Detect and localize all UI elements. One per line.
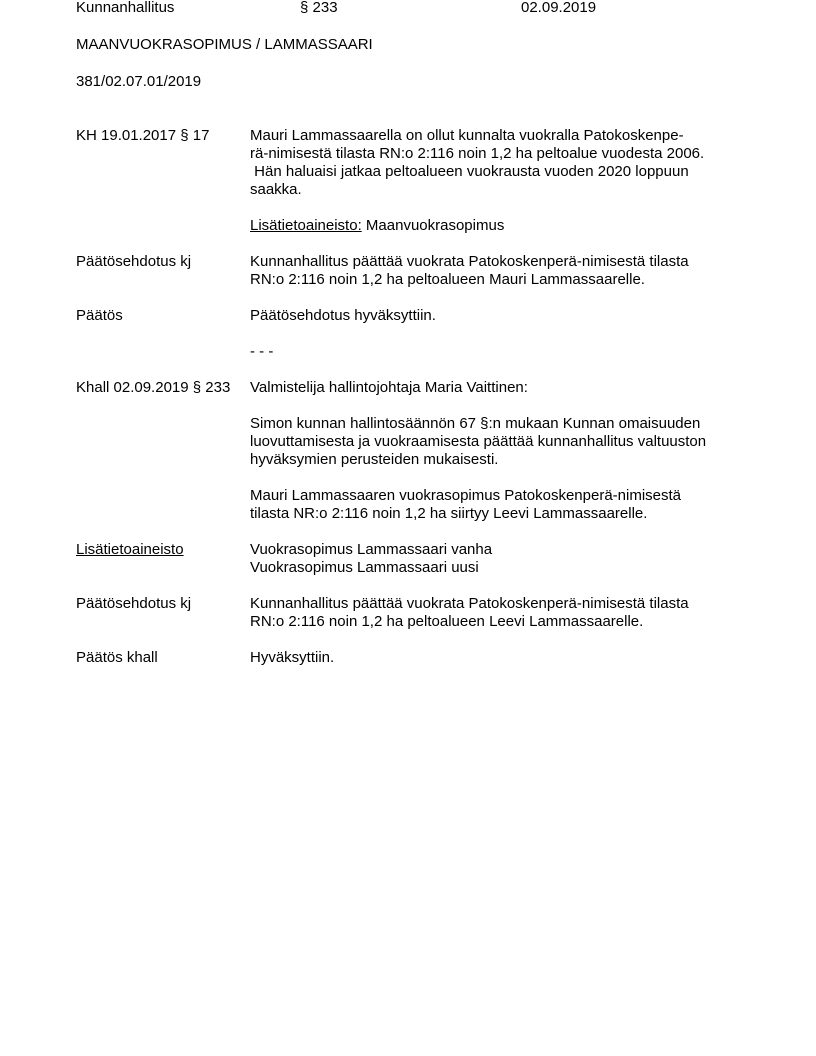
section-content [250, 307, 756, 361]
text-line: Hän haluaisi jatkaa peltoalueen vuokrausta vuoden 2020 loppuun [250, 163, 689, 180]
separator: - - - [250, 343, 274, 360]
section-label: Lisätietoaineisto [76, 541, 184, 558]
section-label: Päätös [76, 307, 123, 324]
section-decision-2 [76, 649, 756, 667]
text-line: luovuttamisesta ja vuokraamisesta päättää kunnanhallitus valtuuston [250, 433, 707, 450]
section-label: KH 19.01.2017 § 17 [76, 127, 210, 144]
section-attachments [76, 541, 756, 577]
text-line: RN:o 2:116 noin 1,2 ha peltoalueen Leevi Lammassaarelle. [250, 613, 644, 630]
section-content [250, 541, 756, 577]
section-content [250, 127, 756, 235]
document-title: MAANVUOKRASOPIMUS / LAMMASSAARI [76, 36, 373, 53]
section-proposal-1 [76, 253, 756, 289]
section-content [250, 649, 756, 667]
attachment-item: Vuokrasopimus Lammassaari uusi [250, 559, 479, 576]
attachment-value: Maanvuokrasopimus [361, 217, 505, 234]
text-line: RN:o 2:116 noin 1,2 ha peltoalueen Mauri Lammassaarelle. [250, 271, 645, 288]
section-content [250, 253, 756, 289]
header-body-name: Kunnanhallitus [76, 0, 175, 16]
text-line: rä-nimisestä tilasta RN:o 2:116 noin 1,2 ha peltoalue vuodesta 2006. [250, 145, 705, 162]
attachment-line [250, 217, 756, 235]
section-khall-2019 [76, 379, 756, 523]
decision-text: Päätösehdotus hyväksyttiin. [250, 307, 436, 324]
section-content [250, 379, 756, 523]
attachment-item: Vuokrasopimus Lammassaari vanha [250, 541, 493, 558]
document-page [76, 0, 756, 667]
header-section-number: § 233 [300, 0, 338, 16]
section-proposal-2 [76, 595, 756, 631]
text-line: Mauri Lammassaarella on ollut kunnalta vuokralla Patokoskenpe- [250, 127, 684, 144]
section-label: Päätösehdotus kj [76, 595, 192, 612]
text-line: tilasta NR:o 2:116 noin 1,2 ha siirtyy Leevi Lammassaarelle. [250, 505, 648, 522]
attachment-label: Lisätietoaineisto: [250, 217, 362, 234]
preparer-line: Valmistelija hallintojohtaja Maria Vaittinen: [250, 379, 528, 396]
text-line: Simon kunnan hallintosäännön 67 §:n mukaan Kunnan omaisuuden [250, 415, 701, 432]
text-line: saakka. [250, 181, 302, 198]
document-number: 381/02.07.01/2019 [76, 73, 202, 90]
decision-text: Hyväksyttiin. [250, 649, 335, 666]
page-header [76, 0, 756, 17]
section-label: Päätös khall [76, 649, 158, 666]
section-label: Khall 02.09.2019 § 233 [76, 379, 231, 396]
text-line: Kunnanhallitus päättää vuokrata Patokoskenperä-nimisestä tilasta [250, 253, 689, 270]
section-decision-1 [76, 307, 756, 361]
text-line: Kunnanhallitus päättää vuokrata Patokoskenperä-nimisestä tilasta [250, 595, 689, 612]
section-content [250, 595, 756, 631]
text-line: hyväksymien perusteiden mukaisesti. [250, 451, 499, 468]
text-line: Mauri Lammassaaren vuokrasopimus Patokoskenperä-nimisestä [250, 487, 682, 504]
section-kh-2017 [76, 127, 756, 235]
section-label: Päätösehdotus kj [76, 253, 192, 270]
header-date: 02.09.2019 [521, 0, 597, 16]
